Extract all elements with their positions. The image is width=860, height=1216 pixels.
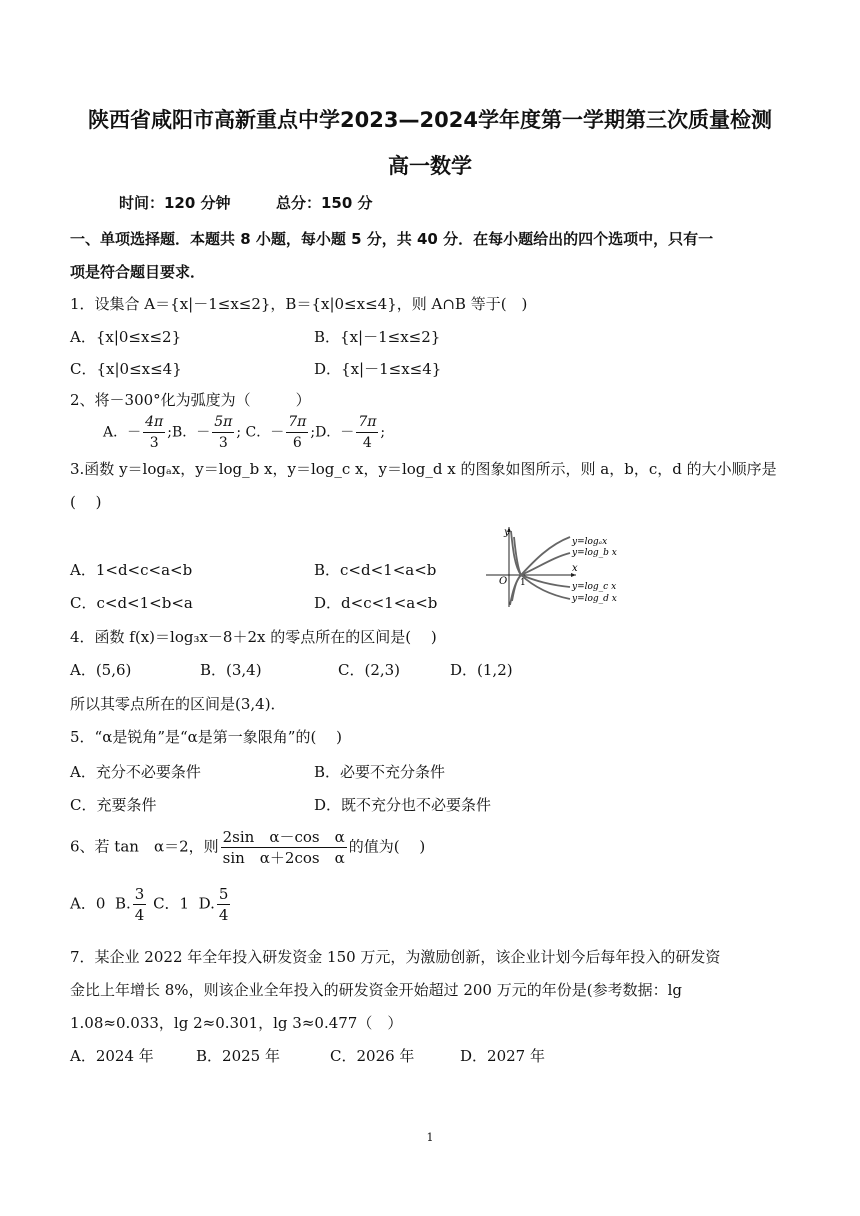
q4-option-a: A．(5,6) <box>70 661 132 679</box>
q5-option-c: C．充要条件 <box>70 796 157 814</box>
q6-d-den: 4 <box>218 906 229 924</box>
q6-d-num: 5 <box>218 885 229 903</box>
q7-option-d: D．2027 年 <box>460 1047 545 1065</box>
q6-option-c: C．1 <box>153 894 190 913</box>
q5-option-b: B．必要不充分条件 <box>314 763 446 781</box>
curve-log-b <box>514 537 570 575</box>
curve-label-a: y=logₐx <box>572 537 608 547</box>
curve-label-d: y=log_d x <box>572 594 617 604</box>
q3-option-b: B．c<d<1<a<b <box>314 561 437 579</box>
q7-option-a: A．2024 年 <box>70 1047 154 1065</box>
q1-option-b: B．{x|－1≤x≤2} <box>314 328 441 346</box>
q2-a-den: 3 <box>149 435 159 451</box>
graph-one-label: 1 <box>520 578 526 588</box>
q7-option-b: B．2025 年 <box>196 1047 280 1065</box>
q2-c-den: 6 <box>292 435 302 451</box>
q5-option-a: A．充分不必要条件 <box>70 763 201 781</box>
curve-log-d <box>510 575 570 605</box>
curve-log-a <box>511 531 570 575</box>
q2-b-num: 5π <box>212 412 234 433</box>
q2-d-fraction <box>356 412 378 453</box>
q3-option-d: D．d<c<1<a<b <box>314 594 438 612</box>
q6-fraction <box>221 827 347 868</box>
q2-stem: 2、将－300°化为弧度为（ ） <box>70 391 311 409</box>
q2-d-num: 7π <box>356 412 378 433</box>
q6-b-den: 4 <box>134 906 145 924</box>
q3-stem: 3.函数 y＝logₐx，y＝log_b x，y＝log_c x，y＝log_d x 的图象如图所示，则 a，b，c，d 的大小顺序是 <box>70 460 777 478</box>
q2-end: ; <box>380 424 386 441</box>
q6-suffix: 的值为( ) <box>348 837 426 856</box>
q2-b-den: 3 <box>218 435 228 451</box>
exam-score: 总分：150 分 <box>276 194 373 212</box>
q1-option-d: D．{x|－1≤x≤4} <box>314 360 442 378</box>
q1-stem: 1．设集合 A＝{x|－1≤x≤2}，B＝{x|0≤x≤4}，则 A∩B 等于( ) <box>70 295 528 313</box>
q1-option-a: A．{x|0≤x≤2} <box>70 328 182 346</box>
q6-prefix: 6、若 tan α＝2，则 <box>70 837 219 856</box>
graph-y-label: y <box>504 527 510 538</box>
graph-x-label: x <box>572 563 578 574</box>
q2-c-num: 7π <box>286 412 308 433</box>
q7-line2: 金比上年增长 8%，则该企业全年投入的研发资金开始超过 200 万元的年份是(参考数据：lg <box>70 981 682 999</box>
q7-option-c: C．2026 年 <box>330 1047 415 1065</box>
page-number: 1 <box>426 1131 434 1144</box>
q6-option-b-fraction <box>133 884 147 925</box>
q2-d-label: ;D．－ <box>310 424 355 441</box>
exam-time: 时间：120 分钟 <box>119 194 231 212</box>
q5-stem: 5．“α是锐角”是“α是第一象限角”的( ) <box>70 728 342 746</box>
q6-option-d-label: D. <box>198 894 215 913</box>
q6-option-b-label: B. <box>114 894 131 913</box>
q5-option-d: D．既不充分也不必要条件 <box>314 796 492 814</box>
q4-note: 所以其零点所在的区间是(3,4)． <box>70 695 286 713</box>
section1-line2: 项是符合题目要求． <box>70 263 206 281</box>
q2-options <box>103 412 385 453</box>
curve-label-b: y=log_b x <box>572 548 617 558</box>
q4-option-b: B．(3,4) <box>200 661 262 679</box>
q6-stem <box>70 827 425 868</box>
q2-a-label: A．－ <box>103 424 142 441</box>
q2-b-fraction <box>212 412 234 453</box>
q6-options <box>70 884 232 925</box>
q4-stem: 4．函数 f(x)＝log₃x－8＋2x 的零点所在的区间是( ) <box>70 628 437 646</box>
q6-option-d-fraction <box>217 884 231 925</box>
q3-option-a: A．1<d<c<a<b <box>70 561 193 579</box>
q2-a-num: 4π <box>143 412 165 433</box>
q2-c-fraction <box>286 412 308 453</box>
q7-line1: 7．某企业 2022 年全年投入研发资金 150 万元，为激励创新，该企业计划今后每年投入的研发资 <box>70 948 721 966</box>
q6-option-a: A．0 <box>70 894 106 913</box>
q6-b-num: 3 <box>134 885 145 903</box>
q3-option-c: C．c<d<1<b<a <box>70 594 193 612</box>
q6-numerator: 2sin α－cos α <box>222 828 345 846</box>
q2-a-fraction <box>143 412 165 453</box>
q2-c-label: ; C．－ <box>236 424 285 441</box>
q4-option-c: C．(2,3) <box>338 661 401 679</box>
q6-denominator: sin α＋2cos α <box>222 849 345 867</box>
q7-line3: 1.08≈0.033，lg 2≈0.301，lg 3≈0.477（ ） <box>70 1014 403 1032</box>
graph-origin-label: O <box>499 576 508 587</box>
q3-paren: ( ) <box>70 493 102 511</box>
section1-line1: 一、单项选择题．本题共 8 小题，每小题 5 分，共 40 分．在每小题给出的四个选项中，只有一 <box>70 230 714 248</box>
exam-title: 陕西省咸阳市高新重点中学2023—2024学年度第一学期第三次质量检测 <box>88 108 772 132</box>
curve-label-c: y=log_c x <box>572 582 617 592</box>
q2-d-den: 4 <box>362 435 372 451</box>
q1-option-c: C．{x|0≤x≤4} <box>70 360 182 378</box>
q2-b-label: ;B．－ <box>167 424 211 441</box>
subject-title: 高一数学 <box>388 154 472 178</box>
q4-option-d: D．(1,2) <box>450 661 513 679</box>
log-function-graph <box>484 523 620 609</box>
